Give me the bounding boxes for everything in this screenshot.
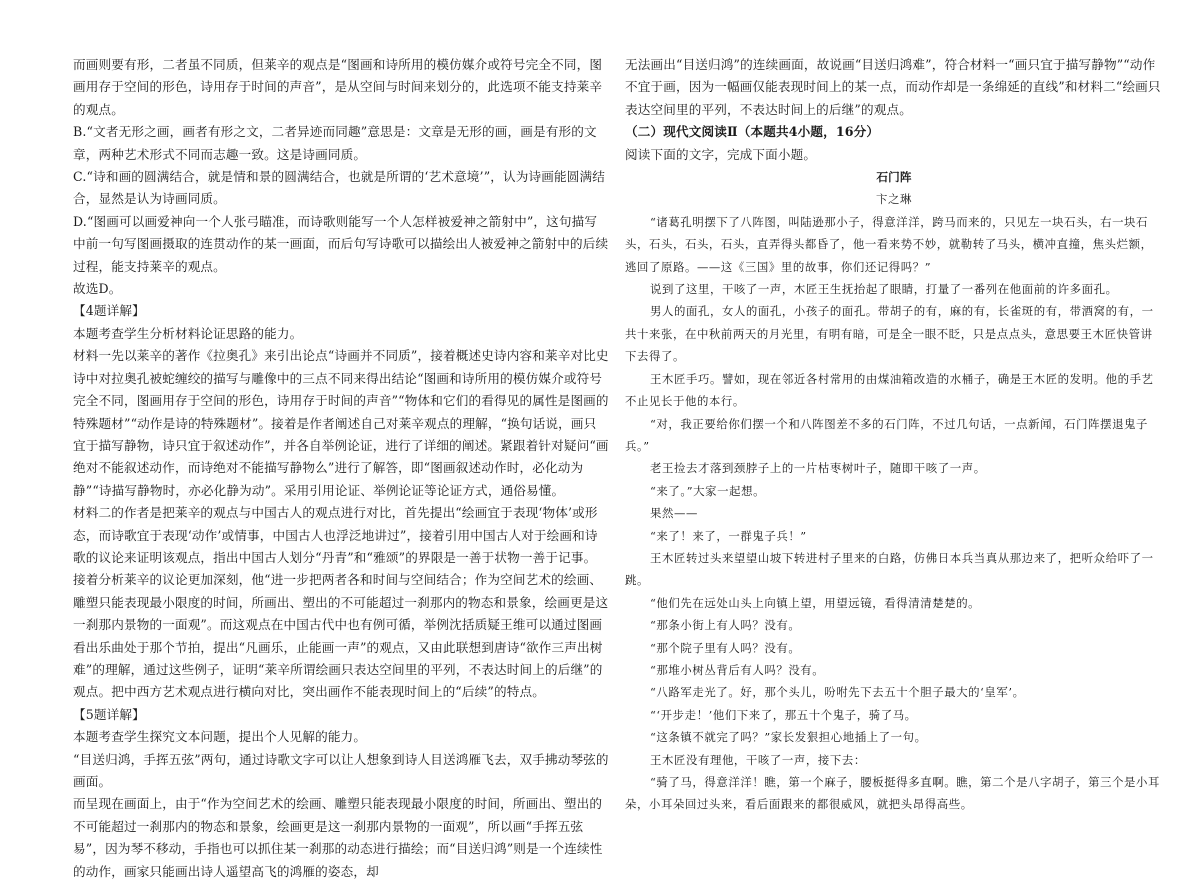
material-two-analysis: 材料二的作者是把莱辛的观点与中国古人的观点进行对比，首先提出“绘画宜于表现‘物体’或形态，而诗歌宜于表现‘动作’或情事，中国古人也浮泛地讲过”，接着引用中国古人对于绘画和诗歌的议论来证明该观点，指出中国古人划分“丹青”和“雅颂”的界限是一善于状物一善于记事。接着分析莱辛的议论更加深刻，他“进一步把两者各和时间与空间结合；作为空间艺术的绘画、雕塑只能表现最小限度的时间，所画出、塑出的不可能超过一刹那内的物态和景象，绘画更是这一刹那内景物的一面观”。而这观点在中国古代中也有例可循，举例沈括质疑王维可以通过图画看出乐曲处于那个节拍，提出“凡画乐，止能画一声”的观点，又由此联想到唐诗“欲作三声出树难”的理解，通过这些例子，证明“莱辛所谓绘画只表达空间里的平列，不表达时间上的后继”的观点。把中西方艺术观点进行横向对比，突出画作不能表现时间上的“后续”的特点。 [73,505,609,700]
story-paragraph: 男人的面孔，女人的面孔，小孩子的面孔。带胡子的有，麻的有，长雀斑的有，带酒窝的有，一共十来张，在中秋前两天的月光里，有明有暗，可是全一眼不眨，只是点点头，意思要王木匠快管讲下去得了。 [625,304,1154,364]
story-paragraph: “来了！来了，一群鬼子兵！” [650,528,807,543]
question-5-paragraph: “目送归鸿，手挥五弦”两句，通过诗歌文字可以让人想象到诗人目送鸿雁飞去，双手拂动琴弦的画面。 [73,751,609,789]
question-4-heading: 【4题详解】 [73,303,145,319]
left-column [73,54,609,883]
story-paragraph: “诸葛孔明摆下了八阵图，叫陆逊那小子，得意洋洋，跨马而来的，只见左一块石头，右一块石头，石头，石头，石头，直弄得头都昏了，他一看来势不妙，就勒转了马头，横冲直撞，焦头烂额，逃回了原路。——这《三国》里的故事，你们还记得吗？” [625,214,1153,274]
story-paragraph: 王木匠手巧。譬如，现在邻近各村常用的由煤油箱改造的水桶子，确是王木匠的发明。他的手艺不止见长于他的本行。 [625,371,1154,409]
answer-paragraph: 而画则要有形，二者虽不同质，但莱辛的观点是“图画和诗所用的模仿媒介或符号完全不同，图画用存于空间的形色，诗用存于时间的声音”，是从空间与时间来划分的，此选项不能支持莱辛的观点。 [73,57,603,117]
story-paragraph: 王木匠没有理他，干咳了一声，接下去： [650,752,866,767]
section-heading: （二）现代文阅读Ⅱ（本题共4小题，16分） [625,124,880,140]
question-5-heading: 【5题详解】 [73,706,145,722]
story-paragraph: “这条镇不就完了吗？”家长发狠担心地插上了一句。 [650,730,927,745]
option-d-analysis: D.“图画可以画爱神向一个人张弓瞄准，而诗歌则能写一个人怎样被爱神之箭射中”，这句描写中前一句写图画摄取的连贯动作的某一画面，而后句写诗歌可以描绘出人被爱神之箭射中的后续过程，能支持莱辛的观点。 [73,213,609,274]
story-paragraph: 王木匠转过头来望望山坡下转进村子里来的白路，仿佛日本兵当真从那边来了，把听众给吓了一跳。 [625,550,1154,588]
story-paragraph: “八路军走光了。好，那个头儿，吩咐先下去五十个胆子最大的‘皇军’。 [650,685,1025,700]
right-column [625,54,1163,816]
continued-paragraph: 无法画出“目送归鸿”的连续画面，故说画“目送归鸿难”，符合材料一“画只宜于描写静物”“动作不宜于画，因为一幅画仅能表现时间上的某一点，而动作却是一条绵延的直线”和材料二“绘画只表达空间里的平列，不表达时间上的后继”的观点。 [625,57,1161,117]
story-paragraph: “他们先在远处山头上向镇上望，用望远镜，看得清清楚楚的。 [650,595,981,610]
option-c-analysis: C.“诗和画的圆满结合，就是情和景的圆满结合，也就是所谓的‘艺术意境’”，认为诗画能圆满结合，显然是认为诗画同质。 [73,169,605,207]
story-paragraph: “那堆小树丛背后有人吗？没有。 [650,662,825,677]
question-5-intro: 本题考查学生探究文本问题，提出个人见解的能力。 [73,729,367,745]
story-author: 卞之琳 [876,192,912,207]
story-paragraph: 说到了这里，干咳了一声，木匠王生抚抬起了眼睛，打量了一番列在他面前的许多面孔。 [650,282,1118,297]
story-paragraph: “来了。”大家一起想。 [650,483,766,498]
material-one-analysis: 材料一先以莱辛的著作《拉奥孔》来引出论点“诗画并不同质”，接着概述史诗内容和莱辛对比史诗中对拉奥孔被蛇缠绞的描写与雕像中的三点不同来得出结论“图画和诗所用的模仿媒介或符号完全不同，图画用存于空间的形色，诗用存于时间的声音”“物体和它们的看得见的属性是图画的特殊题材”“动作是诗的特殊题材”。接着是作者阐述自己对莱辛观点的理解，“换句话说，画只宜于描写静物，诗只宜于叙述动作”，并各自举例论证，进行了详细的阐述。紧跟着针对疑问“画绝对不能叙述动作，而诗绝对不能描写静物么”进行了解答，即“图画叙述动作时，必化动为静”“诗描写静物时，亦必化静为动”。采用引用论证、举例论证等论证方式，通俗易懂。 [73,348,609,498]
story-paragraph: “‘开步走！’他们下来了，那五十个鬼子，骑了马。 [650,707,917,722]
story-paragraph: “对，我正要给你们摆一个和八阵图差不多的石门阵，不过几句话，一点新闻，石门阵摆退鬼子兵。” [625,416,1149,453]
question-4-intro: 本题考查学生分析材料论证思路的能力。 [73,325,303,341]
story-paragraph: “骑了马，得意洋洋！瞧，第一个麻子，腰板挺得多直啊。瞧，第二个是八字胡子，第三个是小耳朵，小耳朵回过头来，看后面跟来的都很威风，就把头昂得高些。 [625,775,1161,812]
reading-instruction: 阅读下面的文字，完成下面小题。 [625,146,817,162]
answer-choice: 故选D。 [73,281,122,297]
option-b-analysis: B.“文者无形之画，画者有形之文，二者异迹而同趣”意思是：文章是无形的画，画是有形的文章，两种艺术形式不同而志趣一致。这是诗画同质。 [73,124,597,162]
question-5-paragraph: 而呈现在画面上，由于“作为空间艺术的绘画、雕塑只能表现最小限度的时间，所画出、塑出的不可能超过一刹那内的物态和景象，绘画更是这一刹那内景物的一面观”，所以画“手挥五弦易”，因为琴不移动，手指也可以抓住某一刹那的动态进行描绘；而“目送归鸿”则是一个连续性的动作，画家只能画出诗人遥望高飞的鸿雁的姿态，却 [73,796,603,879]
story-paragraph: 老王捡去才落到颈脖子上的一片枯枣树叶子，随即干咳了一声。 [650,461,986,476]
story-paragraph: 果然—— [650,506,698,521]
story-paragraph: “那个院子里有人吗？没有。 [650,640,801,655]
story-paragraph: “那条小街上有人吗？没有。 [650,618,801,633]
story-title: 石门阵 [876,170,912,185]
